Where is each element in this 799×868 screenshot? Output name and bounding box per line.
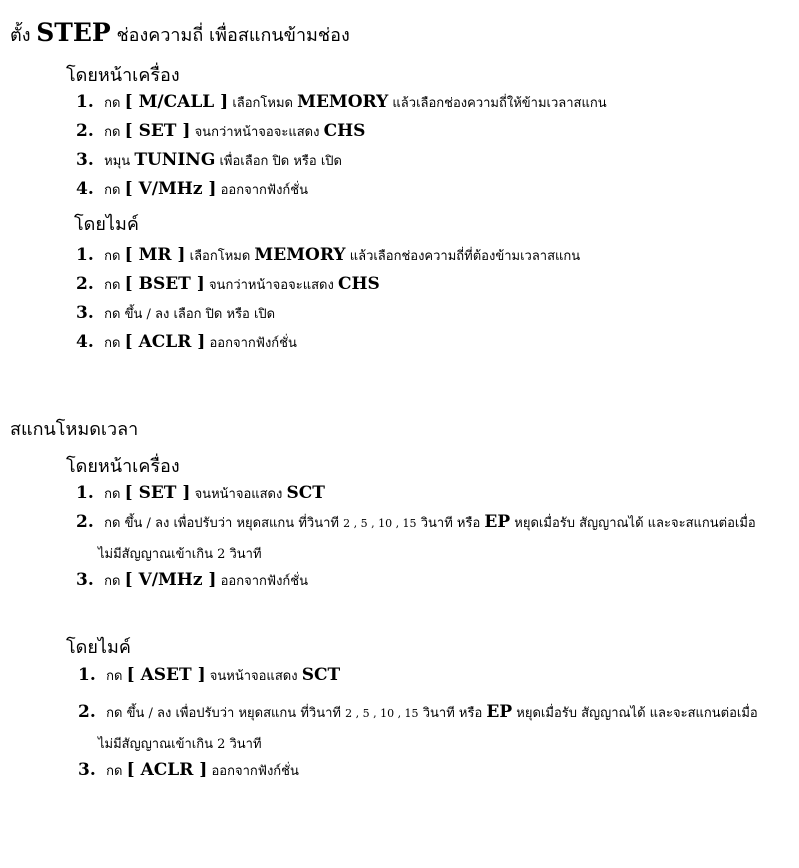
item-text: แล้วเลือกช่องความถี่ที่ต้องข้ามเวลาสแกน	[349, 249, 581, 264]
bold-term: [ V/MHz ]	[124, 570, 217, 590]
bold-term: [ M/CALL ]	[124, 92, 229, 112]
item-text: 3.	[78, 760, 96, 780]
bold-term: MEMORY	[254, 245, 346, 265]
item-text: กด	[106, 764, 123, 779]
item-text: 1.	[76, 92, 94, 112]
bold-term: MEMORY	[297, 92, 389, 112]
list-item	[78, 665, 340, 686]
bold-term: [ ASET ]	[126, 665, 206, 685]
item-text: 1.	[76, 483, 94, 503]
list-item	[76, 303, 275, 324]
bold-term: [ SET ]	[124, 483, 191, 503]
list-item	[76, 512, 756, 533]
item-text: 2.	[76, 274, 94, 294]
bold-term: [ SET ]	[124, 121, 191, 141]
item-text: เลือกโหมด	[232, 96, 293, 111]
item-text: จนหน้าจอแสดง	[209, 669, 298, 684]
item-text: 2.	[76, 512, 94, 532]
item-text: หยุดเมื่อรับ สัญญาณได้ และจะสแกนต่อเมื่อ	[516, 706, 758, 721]
item-text: 3.	[76, 150, 94, 170]
item-text: หยุดเมื่อรับ สัญญาณได้ และจะสแกนต่อเมื่อ	[514, 516, 756, 531]
list-item-continuation: ไม่มีสัญญาณเข้าเกิน 2 วินาที	[98, 547, 262, 562]
item-text: กด	[104, 487, 121, 502]
item-text: 2 , 5 , 10 , 15	[345, 707, 419, 720]
item-text: กด	[104, 125, 121, 140]
item-text: 3.	[76, 303, 94, 323]
item-text: เพื่อเลือก ปิด หรือ เปิด	[219, 154, 342, 169]
subheading-mic: โดยไมค์	[74, 214, 139, 235]
item-text: กด	[104, 249, 121, 264]
item-text: จนกว่าหน้าจอจะแสดง	[208, 278, 334, 293]
list-item	[76, 92, 607, 113]
bold-term: [ BSET ]	[124, 274, 205, 294]
list-item-continuation: ไม่มีสัญญาณเข้าเกิน 2 วินาที	[98, 737, 262, 752]
item-text: กด	[104, 183, 121, 198]
list-item	[76, 245, 580, 266]
list-item	[78, 760, 299, 781]
item-text: กด ขึ้น / ลง เลือก ปิด หรือ เปิด	[104, 307, 276, 322]
list-item	[76, 179, 308, 200]
bold-term: [ ACLR ]	[126, 760, 208, 780]
bold-term: [ V/MHz ]	[124, 179, 217, 199]
section-title-step: ตั้ง STEP ช่องความถี่ เพื่อสแกนข้ามช่อง	[10, 18, 350, 47]
list-item	[76, 121, 365, 142]
item-text: กด	[106, 669, 123, 684]
item-text: 1.	[78, 665, 96, 685]
bold-term: EP	[486, 702, 513, 722]
item-text: กด	[104, 574, 121, 589]
item-text: 2.	[78, 702, 96, 722]
item-text: กด ขึ้น / ลง เพื่อปรับว่า หยุดสแกน ที่วินาที	[104, 516, 339, 531]
subheading-front: โดยหน้าเครื่อง	[66, 456, 180, 477]
list-item	[76, 332, 297, 353]
item-text: ออกจากฟังก์ชั่น	[209, 336, 297, 351]
bold-term: [ ACLR ]	[124, 332, 206, 352]
item-text: วินาที หรือ	[422, 706, 483, 721]
bold-term: [ MR ]	[124, 245, 186, 265]
item-text: ออกจากฟังก์ชั่น	[211, 764, 299, 779]
bold-term: CHS	[323, 121, 366, 141]
item-text: จนกว่าหน้าจอจะแสดง	[194, 125, 320, 140]
subheading-front: โดยหน้าเครื่อง	[66, 65, 180, 86]
list-item	[76, 570, 308, 591]
bold-term: SCT	[286, 483, 325, 503]
bold-term: CHS	[337, 274, 380, 294]
list-item	[76, 274, 380, 295]
list-item	[76, 150, 342, 171]
subheading-mic: โดยไมค์	[66, 637, 131, 658]
item-text: กด ขึ้น / ลง เพื่อปรับว่า หยุดสแกน ที่วินาที	[106, 706, 341, 721]
item-text: 4.	[76, 332, 94, 352]
bold-term: EP	[484, 512, 511, 532]
item-text: ออกจากฟังก์ชั่น	[220, 183, 309, 198]
bold-term: SCT	[301, 665, 341, 685]
item-text: หมุน	[104, 154, 131, 169]
item-text: ออกจากฟังก์ชั่น	[220, 574, 309, 589]
item-text: 2 , 5 , 10 , 15	[343, 517, 417, 530]
item-text: 1.	[76, 245, 94, 265]
item-text: วินาที หรือ	[420, 516, 481, 531]
item-text: เลือกโหมด	[189, 249, 251, 264]
item-text: กด	[104, 336, 121, 351]
list-item	[76, 483, 325, 504]
item-text: กด	[104, 278, 121, 293]
item-text: 4.	[76, 179, 94, 199]
bold-term: TUNING	[134, 150, 216, 170]
item-text: แล้วเลือกช่องความถี่ให้ข้ามเวลาสแกน	[392, 96, 607, 111]
item-text: 2.	[76, 121, 94, 141]
item-text: 3.	[76, 570, 94, 590]
item-text: กด	[104, 96, 121, 111]
list-item	[78, 702, 758, 723]
item-text: จนหน้าจอแสดง	[194, 487, 283, 502]
section-title-scan-time: สแกนโหมดเวลา	[10, 419, 139, 440]
